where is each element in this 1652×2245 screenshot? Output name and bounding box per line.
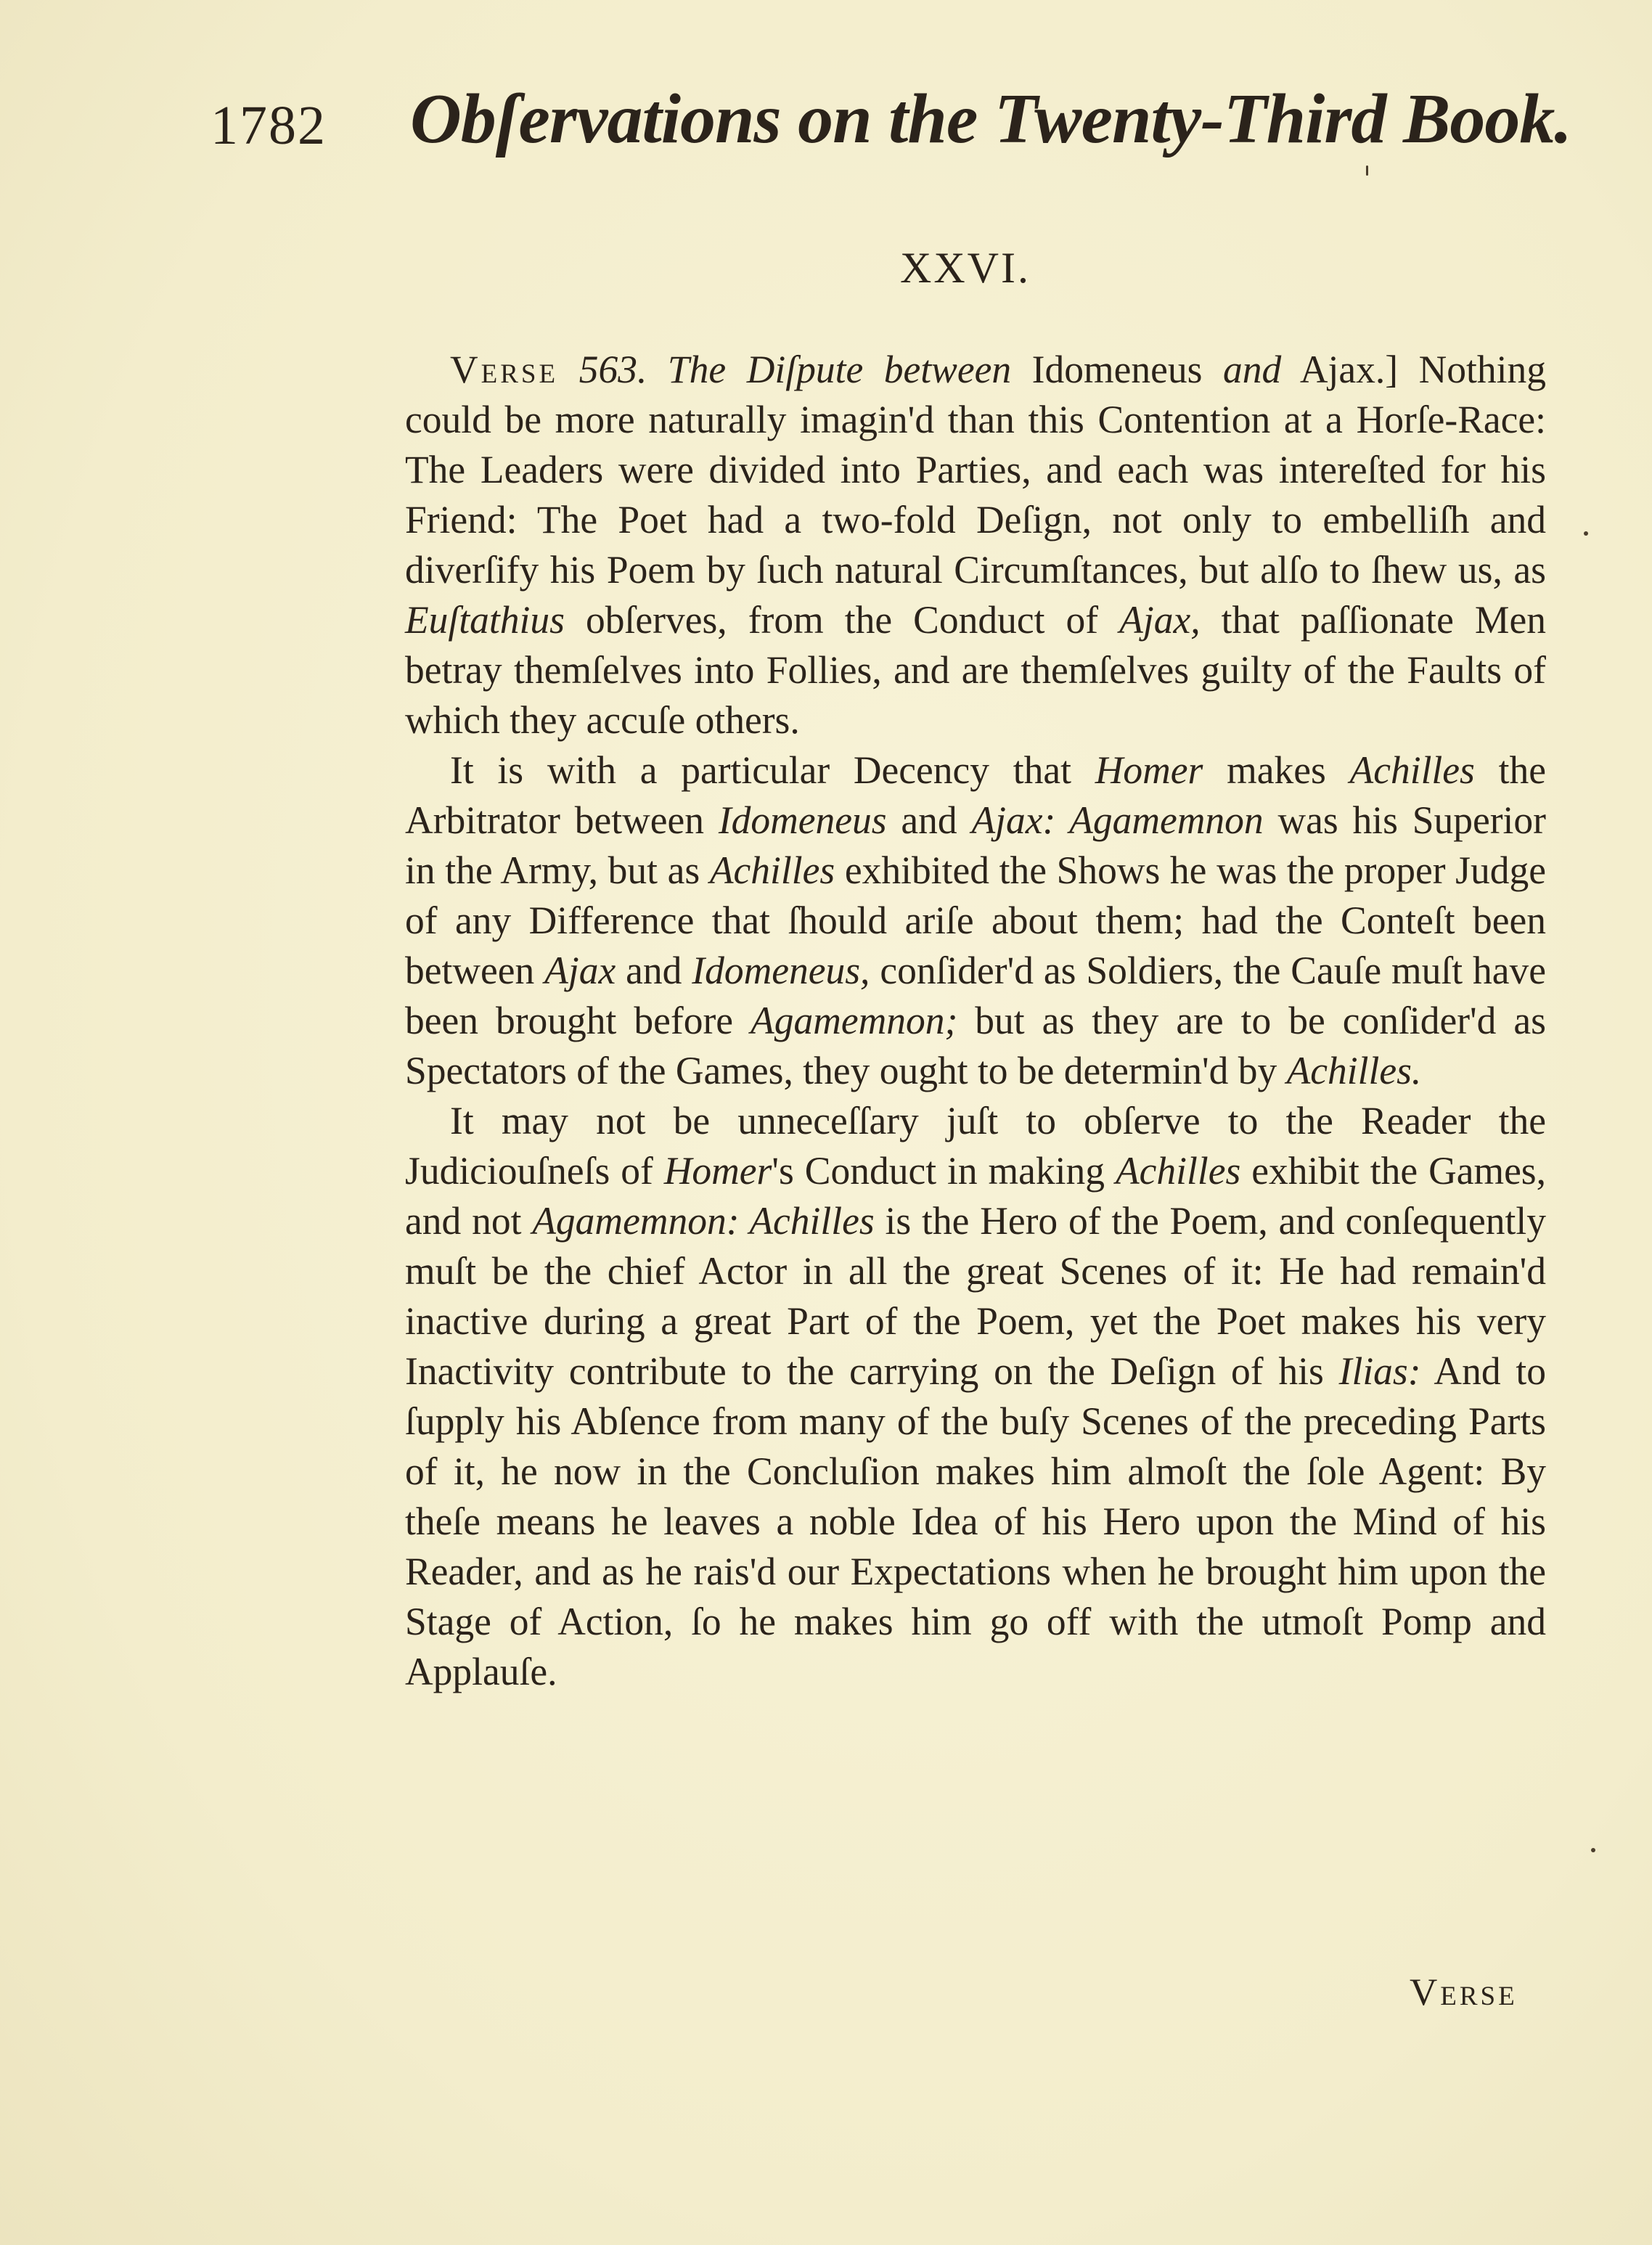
text-segment: 's Conduct in making [772,1149,1116,1193]
paper-speck [1584,531,1588,536]
text-segment: makes [1203,748,1350,792]
text-segment: Ajax: Agamemnon [971,798,1264,842]
text-segment: is the Hero of the Poem, and conſequently muſt be the chief Actor in all the great Scenes of it: He had remain'd inactive during a great Part of the Poem, yet the Poet makes his very Inactivity contribute to the carrying on the Deſign of his [405,1199,1546,1393]
text-segment: was his Superior in the Army, but as [405,798,1546,892]
text-segment: Achilles [709,848,835,892]
text-segment: 563. [558,348,668,391]
text-segment: Agamemnon; [751,999,958,1042]
text-segment: Verse [450,348,559,391]
page-number: 1782 [210,95,327,156]
text-segment: Euſtathius [405,598,565,642]
paragraph [405,745,1546,1096]
text-segment: Ajax [544,949,616,992]
text-segment: conſider'd as Soldiers, the Cauſe muſt have been brought before [405,949,1547,1042]
running-title: Obſervations on the Twenty-Third Book. [410,80,1571,158]
text-segment: Ajax.] Nothing could be more naturally imagin'd than this Contention at a Horſe-Race: The Leaders were divided into Parties, and each was intereſted for his Friend: The Poet had a two-fold Deſign, not only to embelliſh and diverſify his Poem by ſuch natural Circumſtances, but alſo to ſhew us, as [405,348,1546,592]
section-number: XXVI. [900,244,1031,292]
text-segment: Achilles [1349,748,1475,792]
text-segment: Homer [1095,748,1203,792]
paper-speck [1366,165,1368,176]
text-segment: exhibited the Shows he was the proper Judge of any Difference that ſhould ariſe about them; had the Conteſt been between [405,848,1546,992]
text-segment: Idomeneus [718,798,887,842]
text-segment: It may not be unneceſſary juſt to obſerve to the Reader the Judiciouſneſs of [405,1099,1546,1193]
text-segment: Agamemnon: Achilles [532,1199,875,1243]
text-segment: but as they are to be conſider'd as Spectators of the Games, they ought to be determin'd by [405,999,1546,1092]
text-segment: The Diſpute between [667,348,1012,391]
text-segment: that paſſionate Men betray themſelves into Follies, and are themſelves guilty of the Faults of which they accuſe others. [405,598,1546,742]
text-segment: Achilles. [1286,1049,1422,1092]
text-segment: Idomeneus [1011,348,1223,391]
text-segment: Achilles [1115,1149,1241,1193]
text-segment: and [616,949,692,992]
body-text [405,345,1546,1697]
page-header [210,78,1571,173]
text-segment: It is with a particular Decency that [450,748,1095,792]
paper-speck [1591,1848,1595,1852]
text-segment: Ilias: [1338,1349,1421,1393]
paragraph [405,345,1546,745]
text-segment: Idomeneus, [692,949,870,992]
catchword: Verse [1410,1971,1518,2013]
text-segment: and [1222,348,1282,391]
paragraph [405,1096,1546,1697]
text-segment: the Arbitrator between [405,748,1546,842]
text-segment: obſerves, from the Conduct of [564,598,1120,642]
text-segment: exhibit the Games, and not [405,1149,1547,1243]
text-segment: Ajax, [1119,598,1201,642]
text-segment: and [886,798,972,842]
text-segment: Homer [663,1149,772,1193]
text-segment: And to ſupply his Abſence from many of the buſy Scenes of the preceding Parts of it, he now in the Concluſion makes him almoſt the ſole Agent: By theſe means he leaves a noble Idea of his Hero upon the Mind of his Reader, and as he rais'd our Expectations when he brought him upon the Stage of Action, ſo he makes him go off with the utmoſt Pomp and Applauſe. [405,1349,1546,1693]
